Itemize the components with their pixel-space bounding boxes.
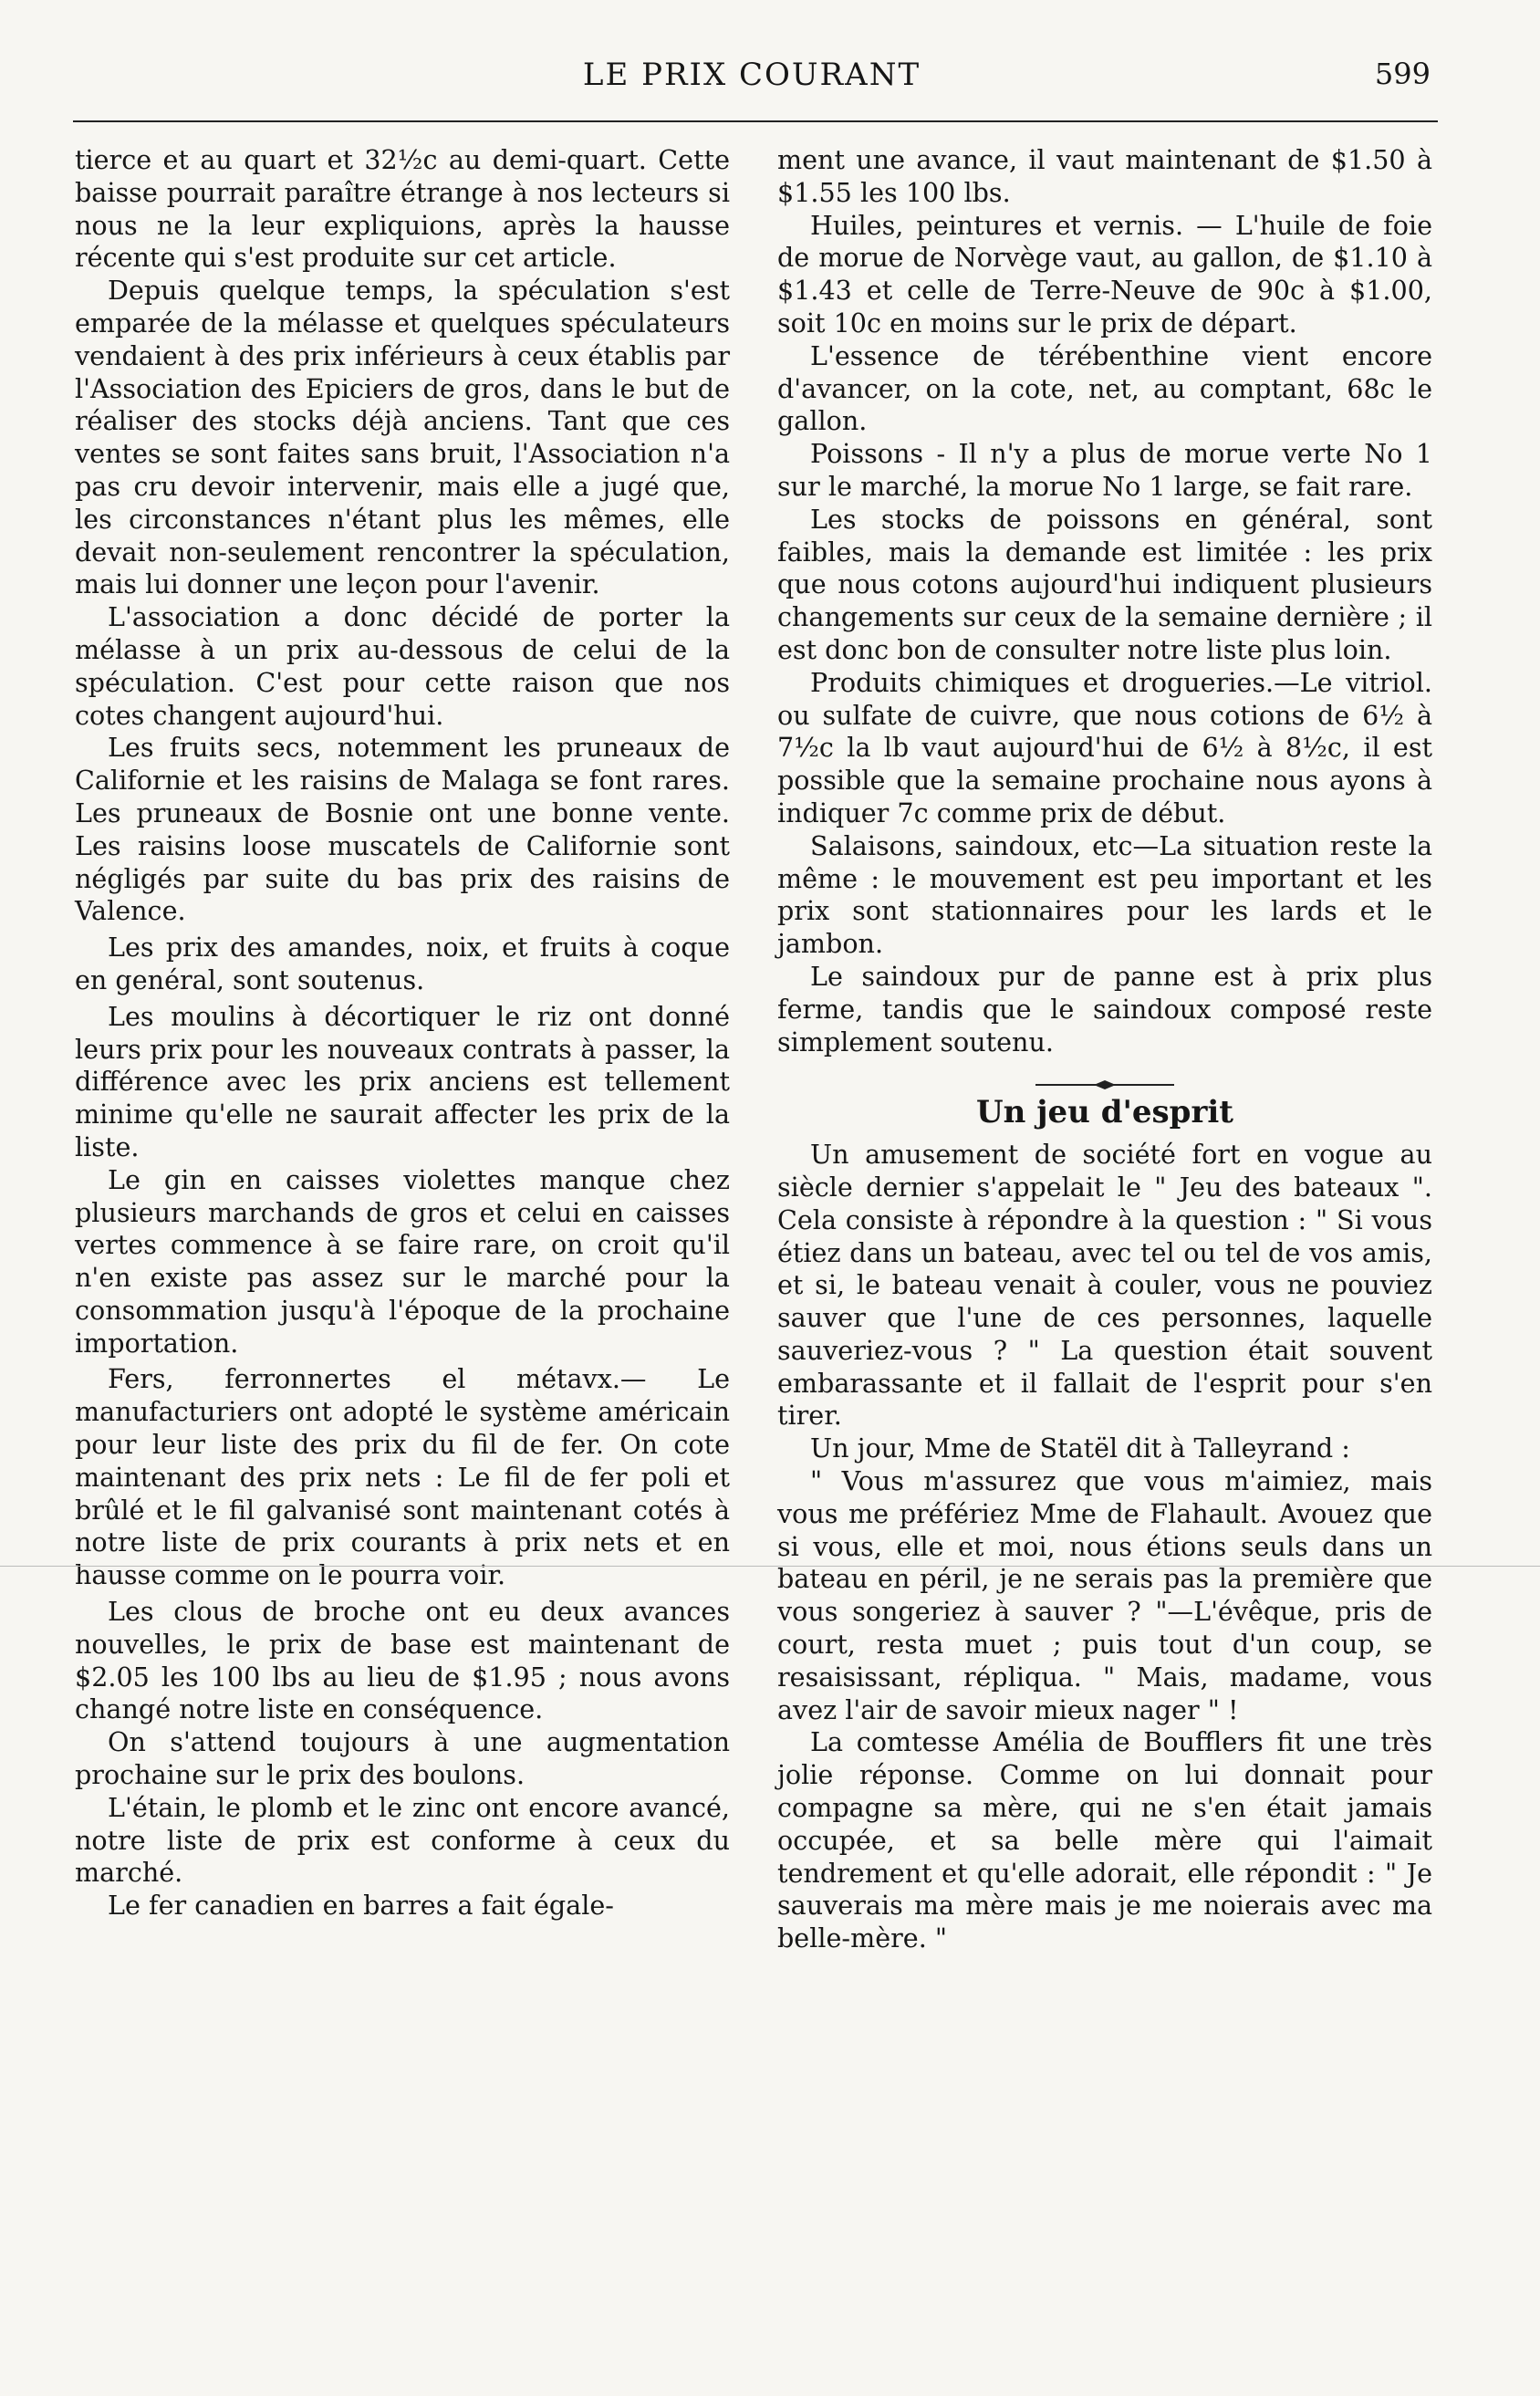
paragraph: Salaisons, saindoux, etc—La situation reste la même : le mouvement est peu important et les prix sont stationnaires pour les lards et le jambon.	[777, 829, 1432, 960]
paragraph: Le saindoux pur de panne est à prix plus ferme, tandis que le saindoux composé reste simplement soutenu.	[777, 960, 1432, 1057]
paragraph: L'association a donc décidé de porter la mélasse à un prix au-dessous de celui de la spéculation. C'est pour cette raison que nos cotes changent aujourd'hui.	[75, 601, 730, 731]
paragraph: Les stocks de poissons en général, sont faibles, mais la demande est limitée : les prix que nous cotons aujourd'hui indiquent plusieurs changements sur ceux de la semaine dernière ; il est donc bon de consulter notre liste plus loin.	[777, 503, 1432, 665]
paragraph: tierce et au quart et 32½c au demi-quart. Cette baisse pourrait paraître étrange à nos lecteurs si nous ne la leur expliquions, après la hausse récente qui s'est produite sur cet article.	[75, 144, 730, 274]
right-column	[777, 144, 1432, 1955]
paragraph: Huiles, peintures et vernis. — L'huile de foie de morue de Norvège vaut, au gallon, de $1.10 à $1.43 et celle de Terre-Neuve de 90c à $1.00, soit 10c en moins sur le prix de départ.	[777, 209, 1432, 339]
paragraph: Poissons - Il n'y a plus de morue verte No 1 sur le marché, la morue No 1 large, se fait rare.	[777, 438, 1432, 502]
paragraph: Produits chimiques et drogueries.—Le vitriol. ou sulfate de cuivre, que nous cotions de 6½ à 7½c la lb vaut aujourd'hui de 6½ à 8½c, il est possible que la semaine prochaine nous ayons à indiquer 7c comme prix de début.	[777, 666, 1432, 828]
page-number: 599	[1374, 57, 1431, 91]
paragraph: Fers, ferronnertes el métavx.— Le manufacturiers ont adopté le système américain pour leur liste des prix du fil de fer. On cote maintenant des prix nets : Le fil de fer poli et brûlé et le fil galvanisé sont maintenant cotés à notre liste de prix courants à prix nets et en hausse comme on le pourra voir.	[75, 1363, 730, 1591]
paragraph: ment une avance, il vaut maintenant de $1.50 à $1.55 les 100 lbs.	[777, 144, 1432, 208]
article-title: Un jeu d'esprit	[976, 1094, 1233, 1131]
ornament-separator	[777, 1068, 1432, 1084]
paragraph: Les fruits secs, notemment les pruneaux de Californie et les raisins de Malaga se font rares. Les pruneaux de Bosnie ont une bonne vente. Les raisins loose muscatels de Californie sont négligés par suite du bas prix des raisins de Valence.	[75, 732, 730, 927]
paragraph: La comtesse Amélia de Boufflers fit une très jolie réponse. Comme on lui donnait pour compagne sa mère, qui ne s'en était jamais occupée, et sa belle mère qui l'aimait tendrement et qu'elle adorait, elle répondit : " Je sauverais ma mère mais je me noierais avec ma belle-mère. "	[777, 1726, 1432, 1954]
paragraph: " Vous m'assurez que vous m'aimiez, mais vous me préfériez Mme de Flahault. Avouez que si vous, elle et moi, nous étions seuls dans un bateau en péril, je ne serais pas la première que vous songeriez à sauver ? "—L'évêque, pris de court, resta muet ; puis tout d'un coup, se resaisissant, répliqua. " Mais, madame, vous avez l'air de savoir mieux nager " !	[777, 1465, 1432, 1725]
running-title: LE PRIX COURANT	[582, 57, 921, 93]
paragraph: On s'attend toujours à une augmentation prochaine sur le prix des boulons.	[75, 1726, 730, 1791]
paragraph: Le gin en caisses violettes manque chez plusieurs marchands de gros et celui en caisses vertes commence à se faire rare, on croit qu'il n'en existe pas assez sur le marché pour la consommation jusqu'à l'époque de la prochaine importation.	[75, 1163, 730, 1359]
paragraph: L'étain, le plomb et le zinc ont encore avancé, notre liste de prix est conforme à ceux du marché.	[75, 1791, 730, 1889]
page-header	[73, 57, 1431, 111]
header-rule	[73, 120, 1438, 122]
paragraph: Les prix des amandes, noix, et fruits à coque en genéral, sont soutenus.	[75, 932, 730, 995]
paragraph: Un jour, Mme de Statël dit à Talleyrand :	[810, 1432, 1350, 1464]
paragraph: Un amusement de société fort en vogue au siècle dernier s'appelait le " Jeu des bateaux ". Cela consiste à répondre à la question : " Si vous étiez dans un bateau, avec tel ou tel de vos amis, et si, le bateau venait à couler, vous ne pouviez sauver que l'une de ces personnes, laquelle sauveriez-vous ? " La question était souvent embarassante et il fallait de l'esprit pour s'en tirer.	[777, 1139, 1432, 1432]
paragraph: L'essence de térébenthine vient encore d'avancer, on la cote, net, au comptant, 68c le gallon.	[777, 339, 1432, 437]
paragraph: Depuis quelque temps, la spéculation s'est emparée de la mélasse et quelques spéculateurs vendaient à des prix inférieurs à ceux établis par l'Association des Epiciers de gros, dans le but de réaliser des stocks déjà anciens. Tant que ces ventes se sont faites sans bruit, l'Association n'a pas cru devoir intervenir, mais elle a jugé que, les circonstances n'étant plus les mêmes, elle devait non-seulement rencontrer la spéculation, mais lui donner une leçon pour l'avenir.	[75, 275, 730, 600]
page-fold-line	[0, 1566, 1540, 1567]
paragraph: Le fer canadien en barres a fait égale-	[108, 1890, 614, 1922]
paragraph: Les clous de broche ont eu deux avances nouvelles, le prix de base est maintenant de $2.05 les 100 lbs au lieu de $1.95 ; nous avons changé notre liste en conséquence.	[75, 1596, 730, 1725]
paragraph: Les moulins à décortiquer le riz ont donné leurs prix pour les nouveaux contrats à passer, la différence avec les prix anciens est tellement minime qu'elle ne saurait affecter les prix de la liste.	[75, 1000, 730, 1162]
left-column	[75, 144, 730, 1922]
